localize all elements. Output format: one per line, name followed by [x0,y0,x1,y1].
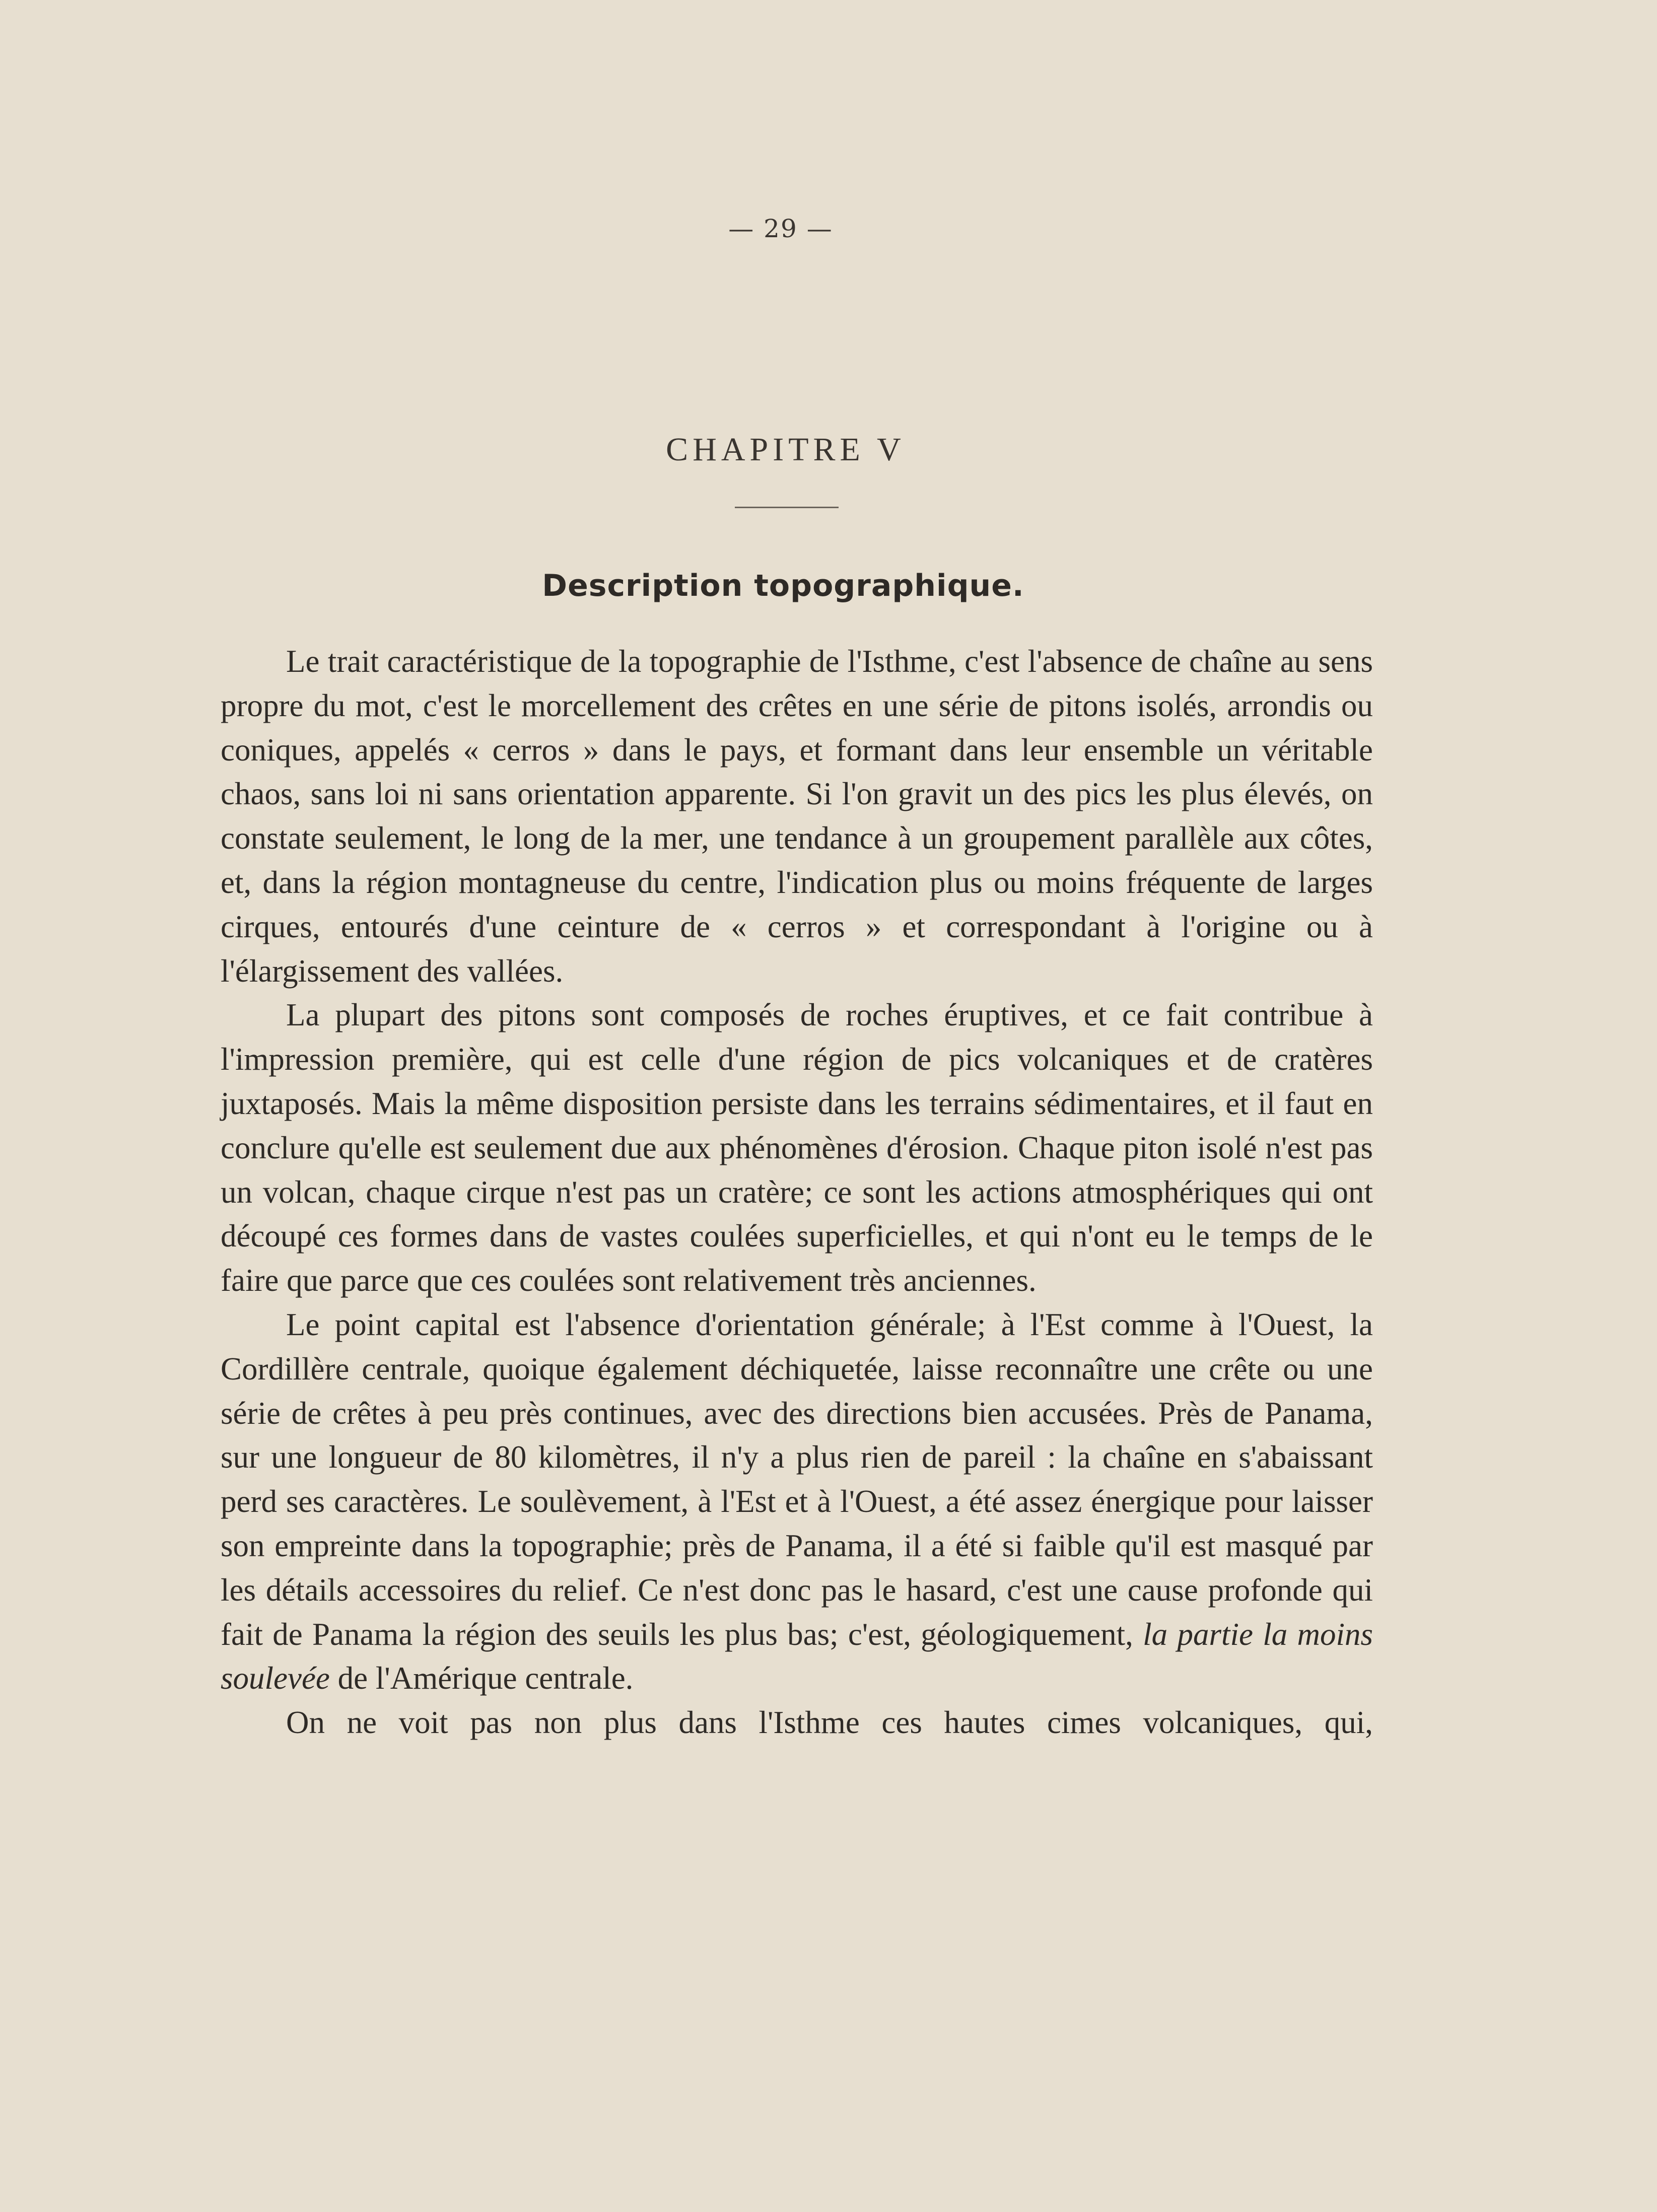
chapter-title: CHAPITRE V [666,431,906,468]
paragraph-1: Le trait caractéristique de la topographie de l'Isthme, c'est l'absence de chaîne au sens propre du mot, c'est le morcellement des crêtes en une série de pitons isolés, arrondis ou coniques, appelés « cerros » dans le pays, et formant dans leur ensemble un véritable chaos, sans loi ni sans orientation apparente. Si l'on gravit un des pics les plus élevés, on constate seulement, le long de la mer, une tendance à un groupement parallèle aux côtes, et, dans la région montagneuse du centre, l'indication plus ou moins fréquente de larges cirques, entourés d'une ceinture de « cerros » et correspondant à l'origine ou à l'élargissement des vallées. [221,644,1373,989]
section-heading: Description topographique. [542,568,1024,603]
paragraph-3-text: Le point capital est l'absence d'orientation générale; à l'Est comme à l'Ouest, la Cordillère centrale, quoique également déchiquetée, laisse reconnaître une crête ou une série de crêtes à peu près continues, avec des directions bien accusées. Près de Panama, sur une longueur de 80 kilomètres, il n'y a plus rien de pareil : la chaîne en s'abaissant perd ses caractères. Le soulèvement, à l'Est et à l'Ouest, a été assez énergique pour laisser son empreinte dans la topographie; près de Panama, il a été si faible qu'il est masqué par les détails accessoires du relief. Ce n'est donc pas le hasard, c'est une cause profonde qui fait de Panama la région des seuils les plus bas; c'est, géologiquement, [221,1306,1373,1652]
chapter-divider [735,507,839,508]
paragraph-3 [221,1303,1373,1701]
paragraph-3-text-end: de l'Amérique centrale. [329,1661,634,1696]
body-text [221,640,1373,1745]
page-number: — 29 — [728,214,833,243]
paragraph-3-italic-phrase: la partie la moins soulevée [221,1616,1373,1696]
paragraph-2: La plupart des pitons sont composés de roches éruptives, et ce fait contribue à l'impression première, qui est celle d'une région de pics volcaniques et de cratères juxtaposés. Mais la même disposition persiste dans les terrains sédimentaires, et il faut en conclure qu'elle est seulement due aux phénomènes d'érosion. Chaque piton isolé n'est pas un volcan, chaque cirque n'est pas un cratère; ce sont les actions atmosphériques qui ont découpé ces formes dans de vastes coulées superficielles, et qui n'ont eu le temps de le faire que parce que ces coulées sont relativement très anciennes. [221,997,1373,1298]
paragraph-4: On ne voit pas non plus dans l'Isthme ces hautes cimes volcaniques, qui, [286,1705,1373,1741]
